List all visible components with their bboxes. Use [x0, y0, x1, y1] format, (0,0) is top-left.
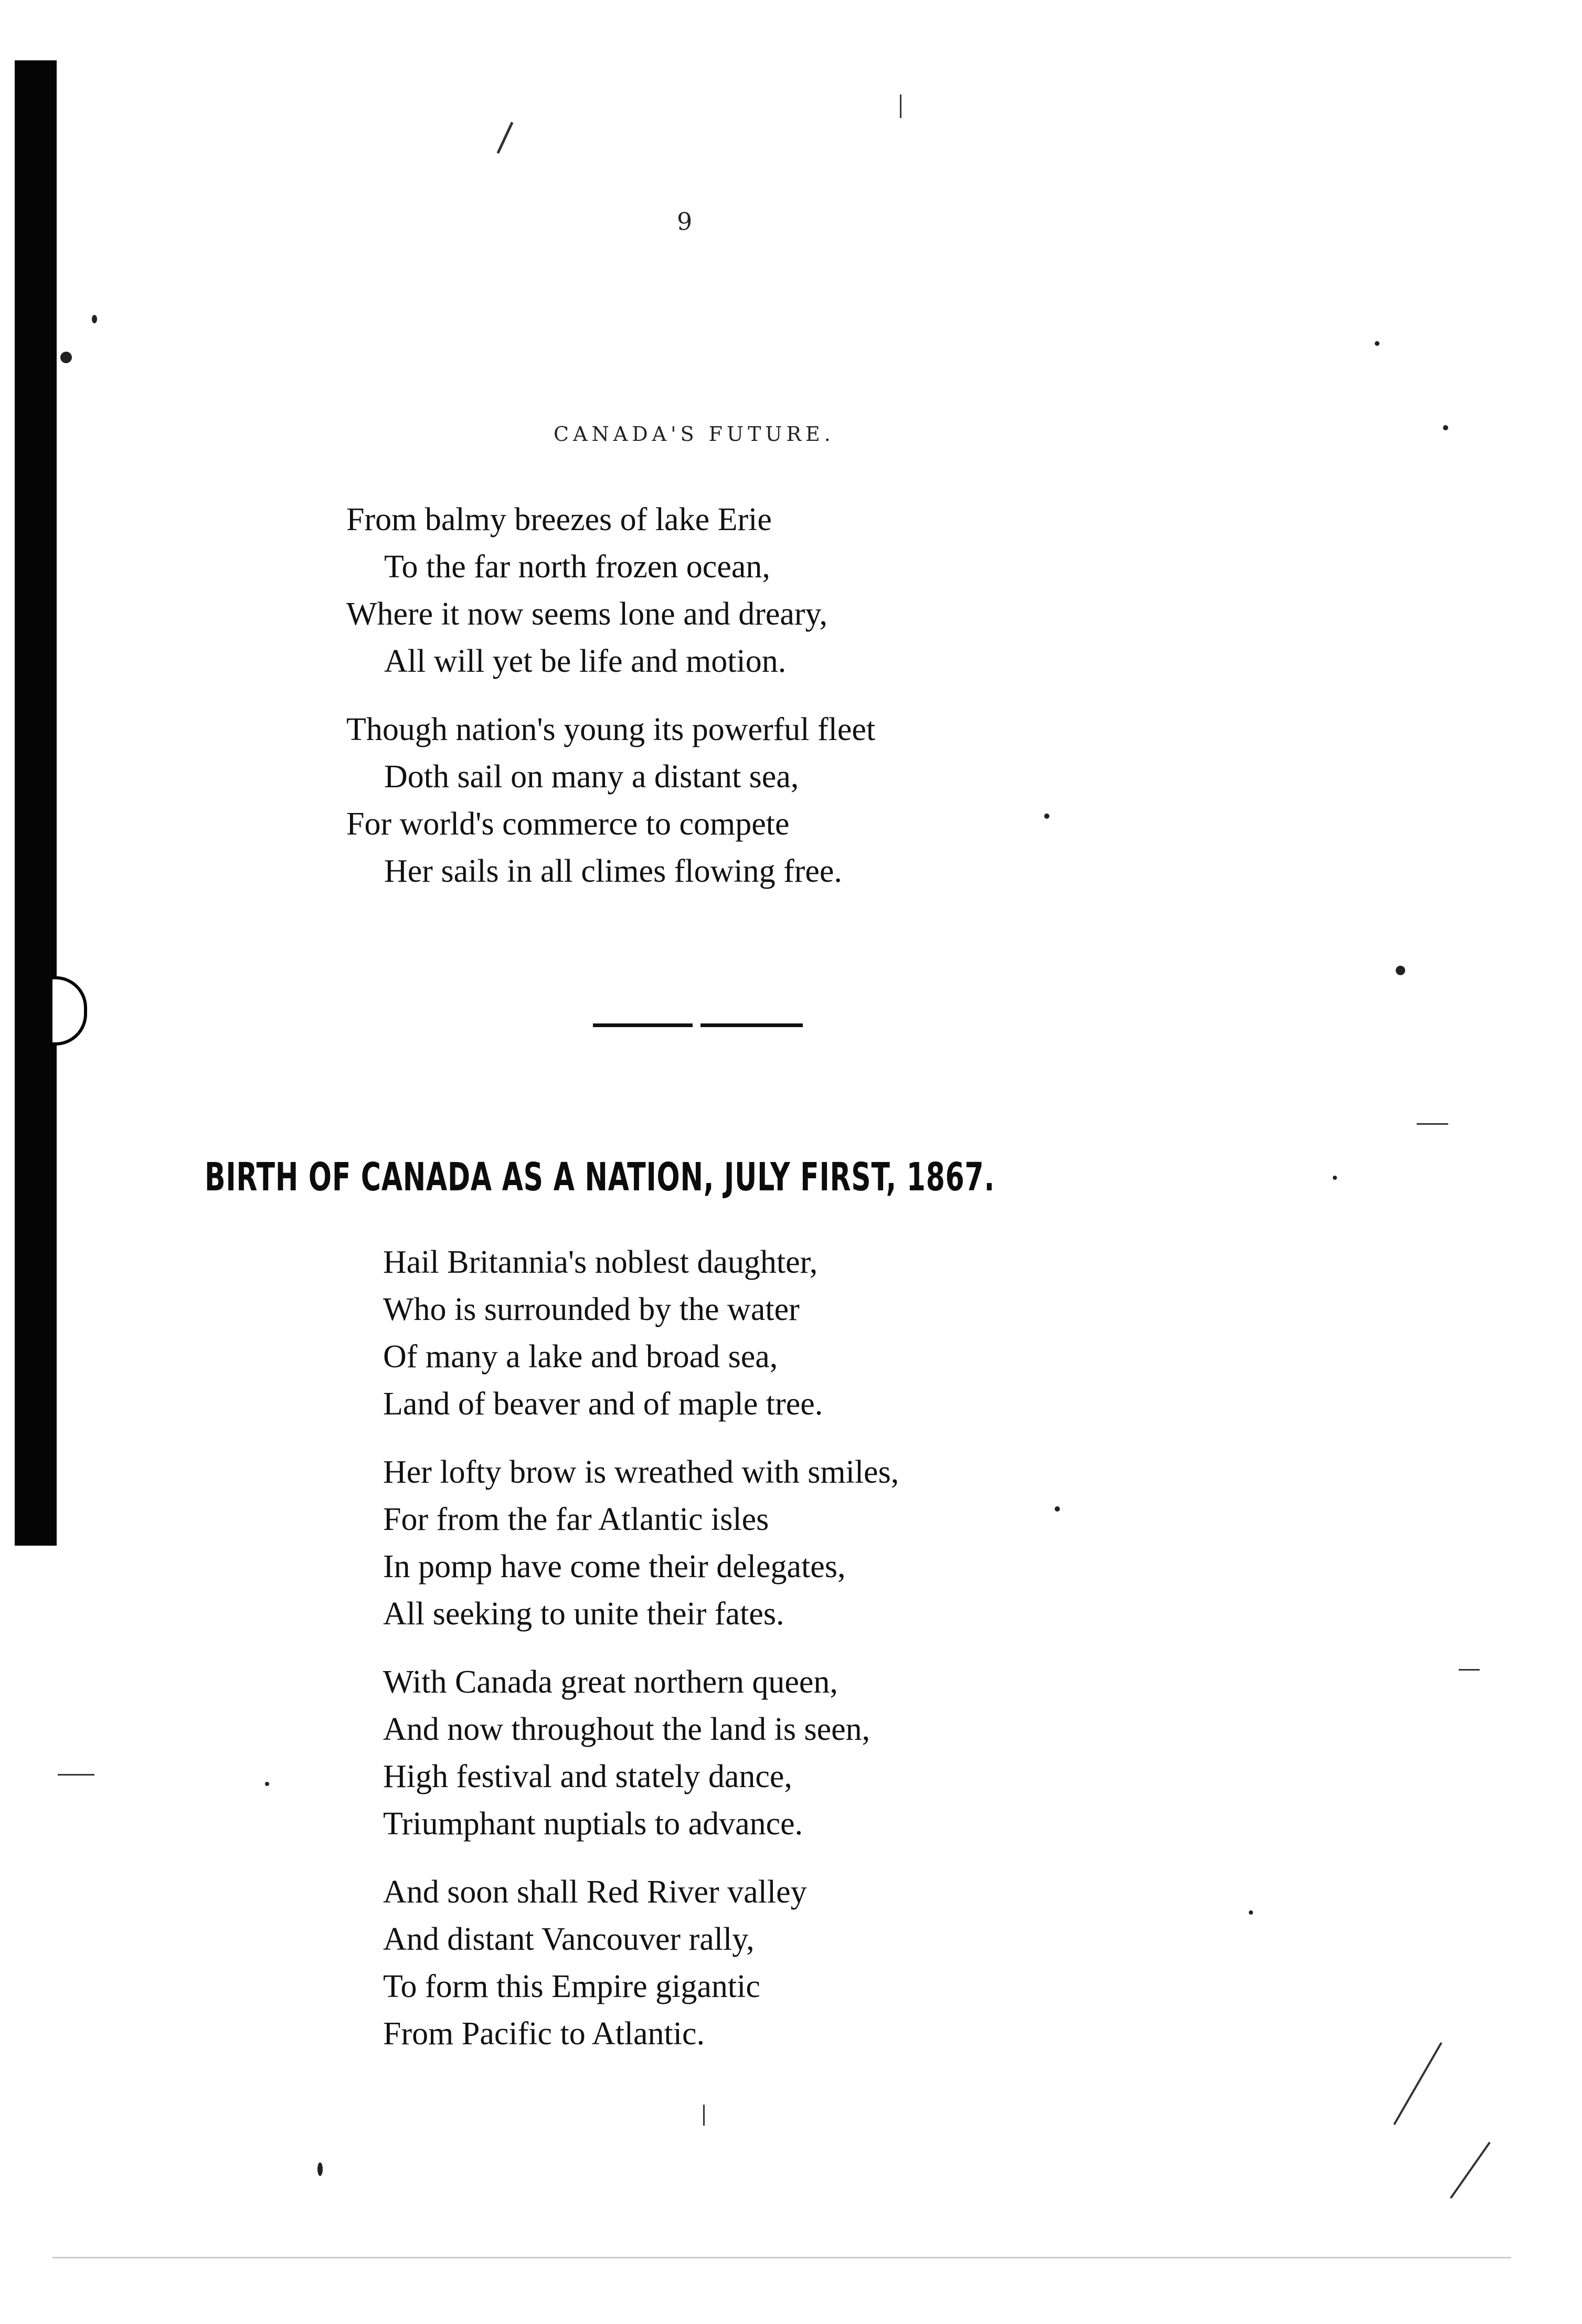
stanza	[383, 1449, 899, 1638]
verse-line: Her sails in all climes flowing free.	[384, 853, 842, 889]
section-divider-right	[700, 1023, 803, 1027]
binding-edge	[15, 60, 57, 1546]
stanza	[346, 496, 875, 685]
stanza	[383, 1868, 899, 2057]
verse-line: And now throughout the land is seen,	[383, 1712, 870, 1747]
stanza	[346, 706, 875, 895]
section-divider-left	[593, 1023, 693, 1027]
scan-speck	[1055, 1506, 1060, 1512]
scan-speck	[1443, 425, 1448, 430]
scan-speck	[92, 315, 97, 323]
scan-speck	[317, 2162, 323, 2176]
verse-line: To the far north frozen ocean,	[384, 549, 770, 585]
scan-mark	[1393, 2042, 1442, 2125]
scan-mark	[58, 1774, 94, 1776]
verse-line: For from the far Atlantic isles	[383, 1502, 769, 1537]
verse-line: From balmy breezes of lake Erie	[346, 502, 772, 537]
verse-line: Though nation's young its powerful fleet	[346, 712, 876, 747]
verse-line: And soon shall Red River valley	[383, 1874, 807, 1910]
scan-speck	[1375, 341, 1379, 346]
verse-line: Doth sail on many a distant sea,	[384, 759, 799, 795]
scan-speck	[1044, 814, 1049, 819]
poem-title-birth-of-canada: BIRTH OF CANADA AS A NATION, JULY FIRST, 1867.	[205, 1155, 995, 1200]
scan-speck	[1249, 1910, 1253, 1915]
scan-mark	[496, 122, 513, 154]
verse-line: Triumphant nuptials to advance.	[383, 1806, 803, 1842]
verse-line: Hail Britannia's noblest daughter,	[383, 1244, 818, 1280]
poem-canadas-future	[346, 496, 875, 916]
stanza	[383, 1239, 899, 1428]
page-number: 9	[677, 207, 693, 236]
binding-clip	[52, 976, 87, 1045]
scan-mark	[1450, 2142, 1491, 2199]
verse-line: All seeking to unite their fates.	[383, 1596, 784, 1632]
poem-title-canadas-future: CANADA'S FUTURE.	[554, 422, 835, 446]
poem-birth-of-canada	[383, 1239, 899, 2078]
scan-speck	[1333, 1176, 1337, 1180]
verse-line: To form this Empire gigantic	[383, 1969, 760, 2004]
verse-line: Land of beaver and of maple tree.	[383, 1386, 823, 1422]
scan-speck	[265, 1782, 269, 1786]
scan-mark	[1459, 1669, 1480, 1671]
verse-line: And distant Vancouver rally,	[383, 1921, 755, 1957]
verse-line: With Canada great northern queen,	[383, 1664, 838, 1700]
scan-speck	[1396, 966, 1405, 975]
verse-line: Who is surrounded by the water	[383, 1292, 800, 1327]
verse-line: In pomp have come their delegates,	[383, 1549, 846, 1584]
verse-line: From Pacific to Atlantic.	[383, 2016, 705, 2052]
scan-mark	[1417, 1123, 1448, 1125]
scan-mark	[52, 2257, 1511, 2258]
verse-line: For world's commerce to compete	[346, 806, 790, 842]
verse-line: Where it now seems lone and dreary,	[346, 596, 828, 632]
scan-mark	[900, 94, 901, 118]
scan-mark	[703, 2105, 705, 2126]
scan-speck	[60, 352, 72, 363]
verse-line: High festival and stately dance,	[383, 1759, 792, 1794]
stanza	[383, 1659, 899, 1847]
verse-line: All will yet be life and motion.	[384, 643, 787, 679]
verse-line: Of many a lake and broad sea,	[383, 1339, 778, 1375]
verse-line: Her lofty brow is wreathed with smiles,	[383, 1454, 899, 1490]
